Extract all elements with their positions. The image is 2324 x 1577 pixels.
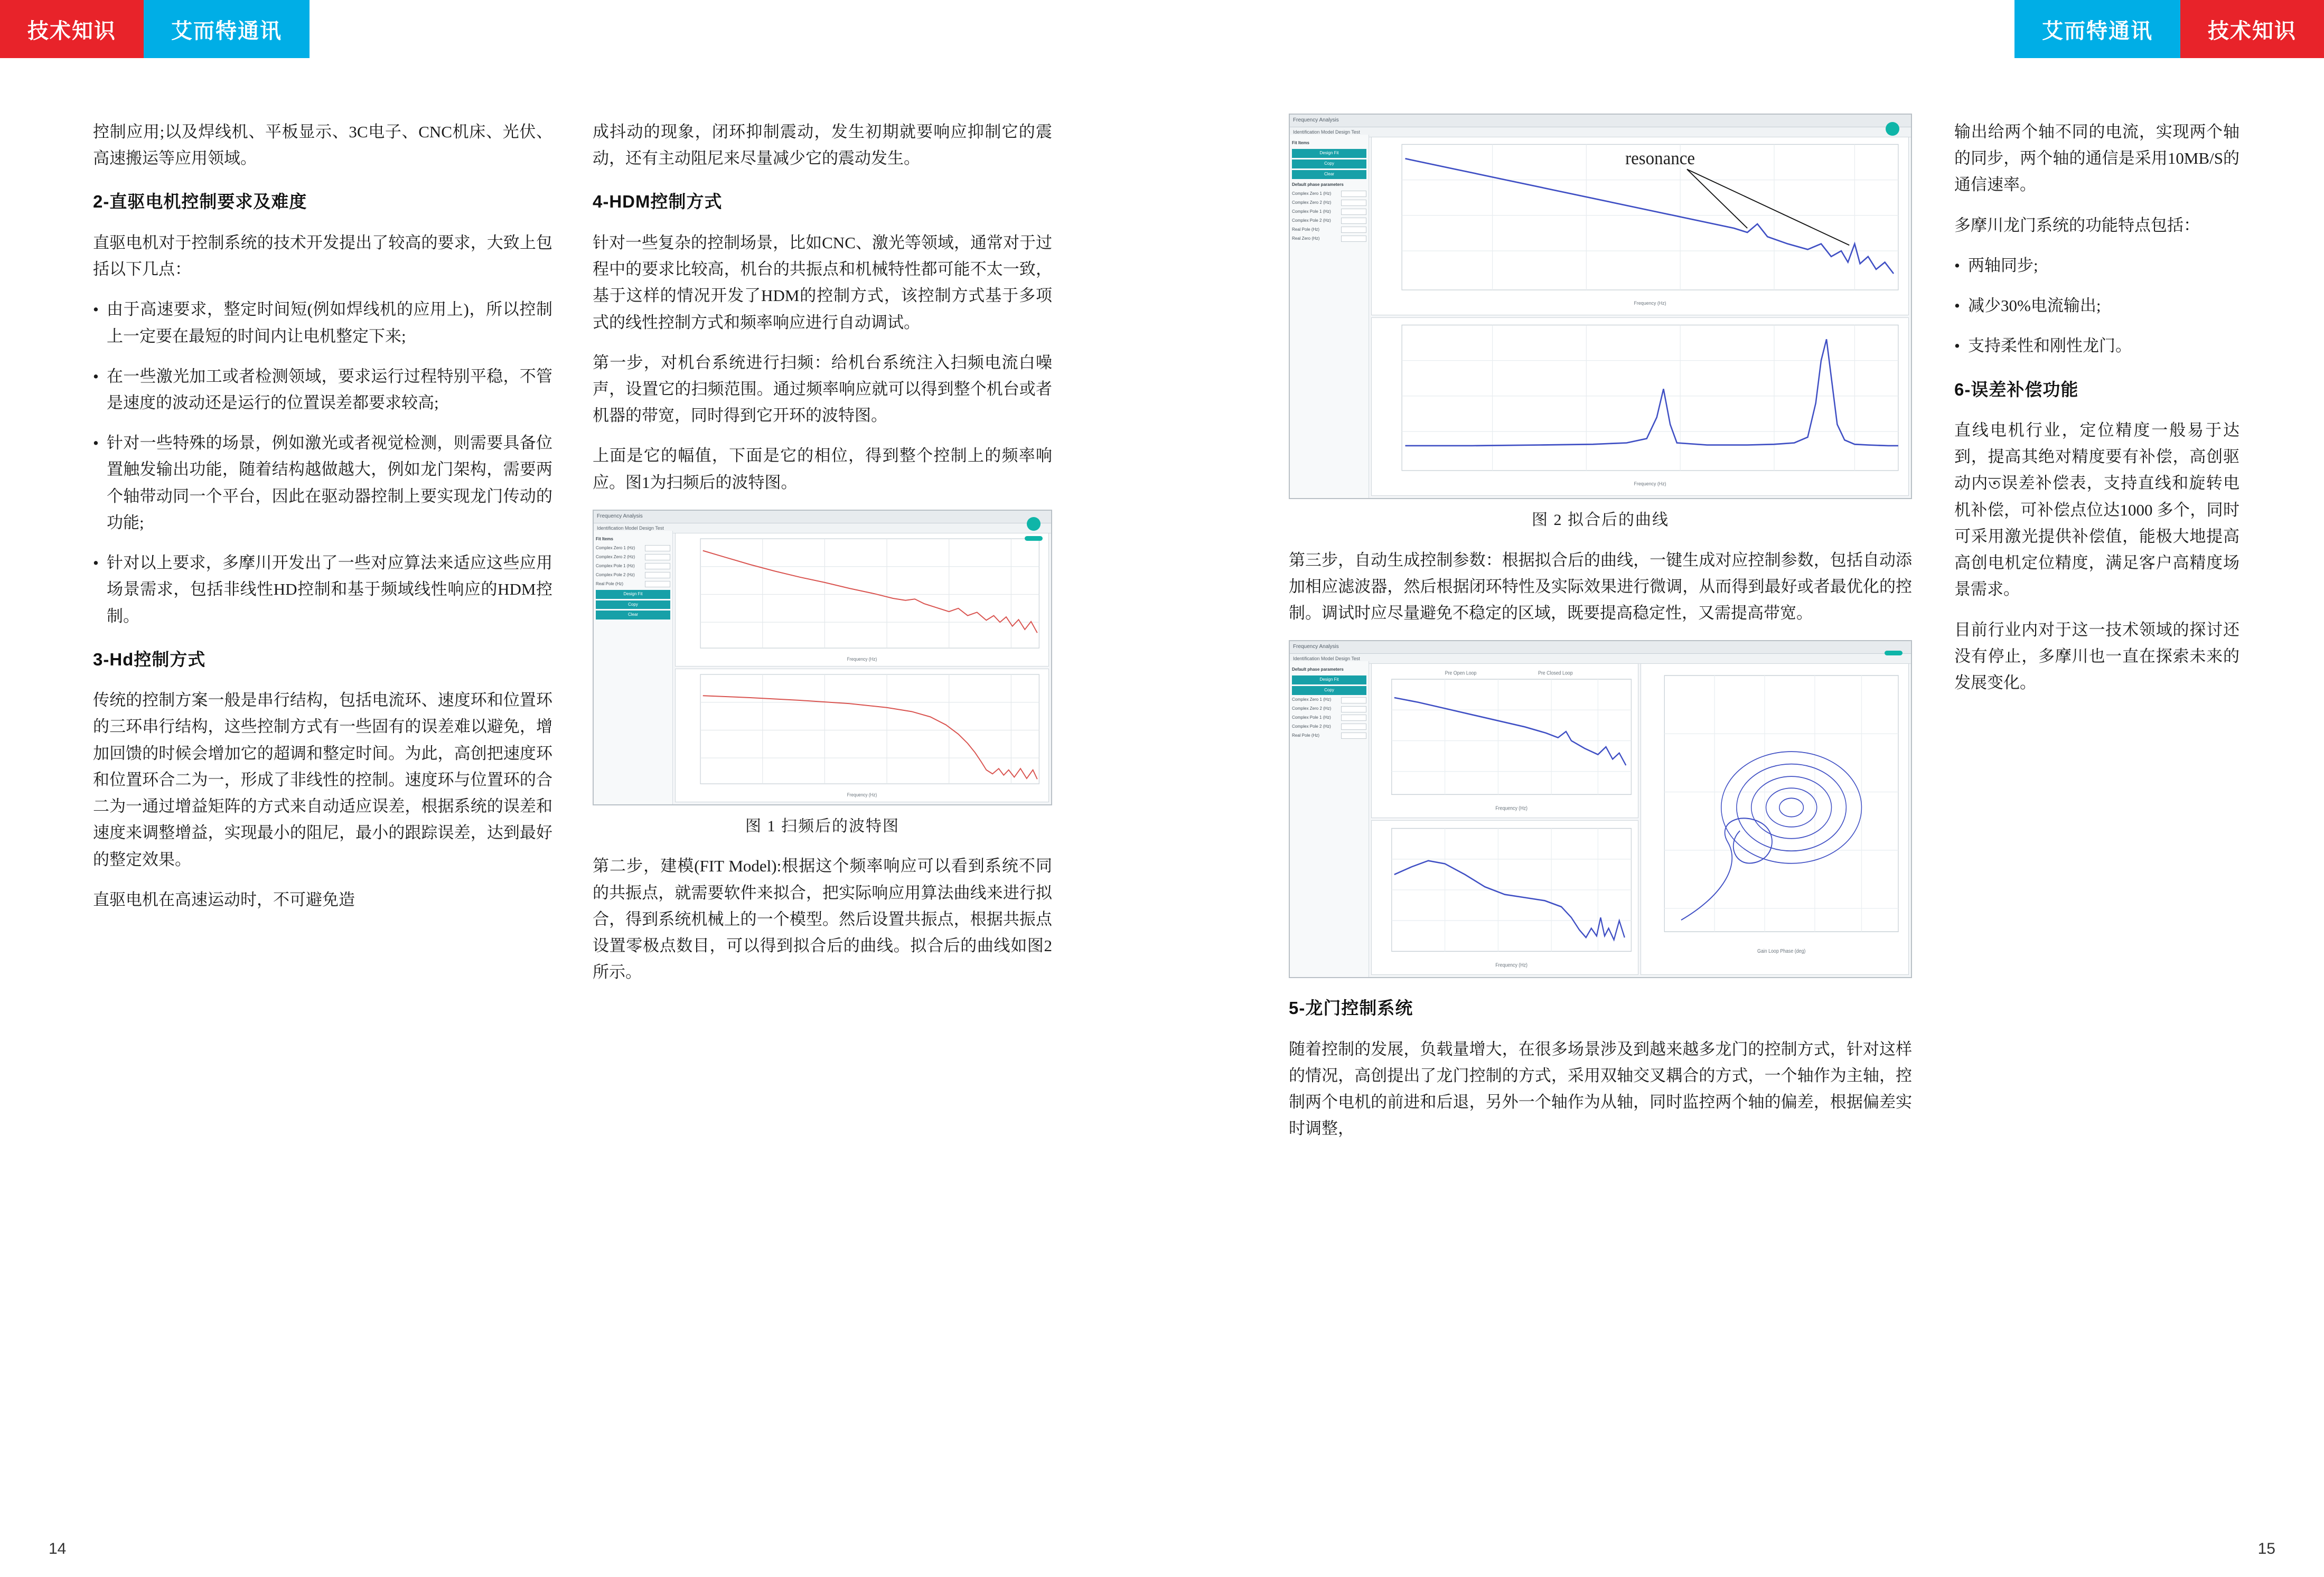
figure-3-side-row-label: Complex Pole 1 (Hz)	[1292, 715, 1331, 720]
figure-1-clear-button[interactable]: Clear	[596, 611, 670, 619]
figure-2-teal-dot-icon	[1886, 122, 1899, 136]
column-three	[1289, 119, 1912, 1156]
figure-3-side-row-value[interactable]	[1341, 706, 1366, 712]
bullet-dot-icon: •	[1954, 336, 1960, 355]
figure-2-side-row-value[interactable]	[1341, 236, 1366, 242]
figure-2-side-row-value[interactable]	[1341, 191, 1366, 197]
bullet-c1-4	[93, 550, 552, 630]
figure-1-side-row	[596, 563, 670, 570]
figure-3-window-title: Frequency Analysis	[1290, 641, 1911, 654]
figure-3-nichols-plot	[1641, 663, 1909, 975]
heading-hd-control: 3-Hd控制方式	[93, 649, 206, 669]
paragraph-c2-2: 针对一些复杂的控制场景，比如CNC、激光等领域，通常对于过程中的要求比较高，机台的共振点和机械特性都可能不太一致，基于这样的情况开发了HDM的控制方式，该控制方式基于多项式的线性控制方式和频率响应进行自动调试。	[593, 233, 1052, 332]
figure-2-side-row	[1292, 236, 1366, 242]
figure-1-side-row-label: Complex Pole 2 (Hz)	[596, 572, 635, 577]
svg-text:Frequency (Hz): Frequency (Hz)	[847, 792, 877, 797]
figure-3-control-design	[1289, 640, 1912, 978]
heading-error-compensation: 6-误差补偿功能	[1954, 379, 2079, 399]
figure-1-side-row-value[interactable]	[645, 563, 670, 569]
header-right-banner	[2014, 0, 2324, 58]
figure-1-copy-button[interactable]: Copy	[596, 600, 670, 609]
bullet-c1-2-text: 在一些激光加工或者检测领域，要求运行过程特别平稳，不管是速度的波动还是运行的位置误差都要求较高;	[107, 367, 552, 412]
figure-2-side-row-label: Real Pole (Hz)	[1292, 227, 1320, 232]
header-tab-newsletter-right: 艾而特通讯	[2014, 0, 2180, 58]
figure-1-body	[594, 531, 1051, 804]
figure-2-side-row-label: Complex Pole 2 (Hz)	[1292, 218, 1331, 223]
figure-2-side-row	[1292, 209, 1366, 215]
header-tab-tech-knowledge-right: 技术知识	[2180, 0, 2324, 58]
paragraph-c3-1: 第三步，自动生成控制参数：根据拟合后的曲线，一键生成对应控制参数，包括自动添加相应滤波器，然后根据闭环特性及实际效果进行微调，从而得到最好或者最优化的控制。调试时应尽量避免不稳定的区域，既要提高稳定性，又需提高带宽。	[1289, 550, 1912, 623]
figure-2-side-row-label: Complex Zero 2 (Hz)	[1292, 200, 1332, 205]
figure-3-side-row	[1292, 697, 1366, 703]
column-four	[1954, 119, 2239, 710]
figure-2-side-label-2: Default phase parameters	[1292, 182, 1344, 187]
paragraph-c4-1: 输出给两个轴不同的电流，实现两个轴的同步，两个轴的通信是采用10MB/S的通信速率。	[1954, 123, 2239, 194]
figure-1-window-title: Frequency Analysis	[594, 511, 1051, 523]
figure-1-side-row-value[interactable]	[645, 554, 670, 560]
figure-3-side-label-1: Default phase parameters	[1292, 667, 1344, 672]
bullet-dot-icon: •	[1954, 256, 1960, 275]
figure-3-copy-button[interactable]: Copy	[1292, 686, 1366, 695]
figure-3-side-row-value[interactable]	[1341, 697, 1366, 703]
figure-1-side-row-label: Real Pole (Hz)	[596, 581, 624, 586]
bullet-dot-icon: •	[93, 553, 99, 572]
figure-1-side-row	[596, 572, 670, 579]
svg-text:Gain Loop Phase (deg): Gain Loop Phase (deg)	[1757, 948, 1806, 955]
figure-3-phase-plot	[1371, 820, 1638, 975]
figure-1-side-row-label: Complex Zero 1 (Hz)	[596, 545, 635, 550]
figure-3-side-row-value[interactable]	[1341, 733, 1366, 739]
figure-3-plot-area	[1369, 661, 1911, 977]
figure-3-side-row-label: Real Pole (Hz)	[1292, 733, 1320, 738]
figure-3-side-row-value[interactable]	[1341, 724, 1366, 730]
figure-1-side-label-1: Fit Items	[596, 536, 613, 541]
page-number-left: 14	[49, 1540, 67, 1557]
figure-3-sidebar	[1290, 661, 1369, 977]
figure-3-left-plots	[1371, 663, 1638, 975]
column-one	[93, 119, 552, 927]
bullet-dot-icon: •	[93, 300, 99, 319]
bullet-c4-3-text: 支持柔性和刚性龙门。	[1968, 336, 2132, 355]
svg-text:Frequency (Hz): Frequency (Hz)	[1634, 300, 1666, 306]
heading-gantry-control-system: 5-龙门控制系统	[1289, 998, 1413, 1018]
bullet-c4-1-text: 两轴同步;	[1968, 256, 2038, 275]
figure-2-side-row-label: Real Zero (Hz)	[1292, 236, 1320, 241]
page-number-right: 15	[2257, 1540, 2275, 1557]
figure-1-side-row	[596, 545, 670, 552]
figure-1-side-row	[596, 581, 670, 588]
paragraph-c1-3: 传统的控制方案一般是串行结构，包括电流环、速度环和位置环的三环串行结构，这些控制方式有一些固有的误差难以避免，增加回馈的时候会增加它的超调和整定时间。为此，高创把速度环和位置环合二为一，形成了非线性的控制。速度环与位置环的合二为一通过增益矩阵的方式来自动适应误差，根据系统的误差和速度来调整增益，实现最小的阻尼，最小的跟踪误差，达到最好的整定效果。	[93, 691, 552, 869]
figure-2-side-row-label: Complex Zero 1 (Hz)	[1292, 191, 1332, 196]
figure-2-caption: 图 2 拟合后的曲线	[1532, 511, 1669, 529]
figure-2-side-row-value[interactable]	[1341, 227, 1366, 233]
paragraph-c1-2: 直驱电机对于控制系统的技术开发提出了较高的要求，大致上包括以下几点：	[93, 233, 552, 279]
heading-hdm-control: 4-HDM控制方式	[593, 192, 723, 212]
header-left-banner	[0, 0, 310, 58]
figure-1-plot-area	[673, 531, 1051, 804]
paragraph-c2-1: 成抖动的现象，闭环抑制震动，发生初期就要响应抑制它的震动，还有主动阻尼来尽量减少它的震动发生。	[593, 123, 1052, 168]
figure-2-side-row	[1292, 191, 1366, 198]
figure-2-window-title: Frequency Analysis	[1290, 115, 1911, 127]
header-tab-newsletter-left: 艾而特通讯	[144, 0, 310, 58]
svg-text:Frequency (Hz): Frequency (Hz)	[847, 656, 877, 662]
paragraph-c4-4: 目前行业内对于这一技术领域的探讨还没有停止，多摩川也一直在探索未来的发展变化。	[1954, 620, 2239, 692]
figure-2-side-row-label: Complex Pole 1 (Hz)	[1292, 209, 1331, 214]
figure-2-side-row-value[interactable]	[1341, 209, 1366, 215]
bullet-dot-icon: •	[93, 367, 99, 386]
figure-1-bode-plot	[593, 510, 1052, 805]
paragraph-c1-1: 控制应用;以及焊线机、平板显示、3C电子、CNC机床、光伏、高速搬运等应用领域。	[93, 123, 552, 168]
figure-2-phase-plot	[1371, 317, 1909, 496]
bullet-c1-2	[93, 363, 552, 416]
figure-2-body	[1290, 135, 1911, 498]
paragraph-c2-4: 上面是它的幅值，下面是它的相位，得到整个控制上的频率响应。图1为扫频后的波特图。	[593, 446, 1052, 492]
bullet-c4-2-text: 减少30%电流输出;	[1968, 296, 2101, 315]
figure-2-side-row-value[interactable]	[1341, 200, 1366, 206]
figure-2-plot-area	[1369, 135, 1911, 498]
svg-text:Frequency (Hz): Frequency (Hz)	[1495, 962, 1528, 969]
bullet-c1-1-text: 由于高速要求，整定时间短(例如焊线机的应用上)，所以控制上一定要在最短的时间内让电机整定下来;	[107, 300, 552, 345]
bullet-c1-1	[93, 296, 552, 349]
figure-1-phase-plot	[675, 669, 1049, 802]
figure-3-side-row	[1292, 724, 1366, 730]
svg-text:Frequency (Hz): Frequency (Hz)	[1495, 805, 1528, 812]
heading-drive-motor-requirements: 2-直驱电机控制要求及难度	[93, 192, 307, 212]
figure-2-menubar: Identification Model Design Test	[1290, 127, 1911, 137]
figure-1-teal-dot-icon	[1027, 517, 1041, 531]
bullet-c4-2	[1954, 293, 2239, 319]
svg-text:Frequency (Hz): Frequency (Hz)	[1634, 481, 1666, 487]
bullet-c4-3	[1954, 333, 2239, 359]
figure-1-side-row-value[interactable]	[645, 572, 670, 578]
paragraph-c4-3: 直线电机行业，定位精度一般易于达到，提高其绝对精度要有补偿，高创驱动内ত误差补偿表，支持直线和旋转电机补偿，可补偿点位达1000 多个，同时可采用激光提供补偿值，能极大地提高高创电机定位精度，满足客户高精度场景需求。	[1954, 420, 2239, 599]
bullet-c1-3-text: 针对一些特殊的场景，例如激光或者视觉检测，则需要具备位置触发输出功能，随着结构越做越大，例如龙门架构，需要两个轴带动同一个平台，因此在驱动器控制上要实现龙门传动的功能;	[107, 434, 552, 532]
figure-3-tab-closed-loop: Pre Closed Loop	[1538, 670, 1573, 677]
figure-2-design-fit-button[interactable]: Design Fit	[1292, 149, 1366, 158]
figure-2-magnitude-plot	[1371, 137, 1909, 315]
figure-2-resonance-annotation: resonance	[1625, 148, 1695, 169]
bullet-c1-4-text: 针对以上要求，多摩川开发出了一些对应算法来适应这些应用场景需求，包括非线性HD控制和基于频域线性响应的HDM控制。	[107, 553, 552, 625]
figure-2-fitted-curve	[1289, 114, 1912, 499]
figure-3-body	[1290, 661, 1911, 977]
figure-2-side-row	[1292, 227, 1366, 233]
figure-3-design-fit-button[interactable]: Design Fit	[1292, 675, 1366, 684]
bullet-dot-icon: •	[1954, 296, 1960, 315]
bullet-dot-icon: •	[93, 434, 99, 453]
paragraph-c2-5: 第二步，建模(FIT Model):根据这个频率响应可以看到系统不同的共振点，就需要软件来拟合，把实际响应用算法曲线来进行拟合，得到系统机械上的一个模型。然后设置共振点，根据共振点设置零极点数目，可以得到拟合后的曲线。拟合后的曲线如图2所示。	[593, 857, 1052, 982]
figure-1-teal-bar-icon	[1025, 536, 1043, 541]
figure-3-side-row-label: Complex Zero 2 (Hz)	[1292, 706, 1332, 711]
paragraph-c1-4: 直驱电机在高速运动时，不可避免造	[93, 890, 355, 909]
figure-2-side-label-1: Fit Items	[1292, 140, 1309, 145]
bullet-c1-3	[93, 430, 552, 536]
figure-3-side-row-value[interactable]	[1341, 715, 1366, 721]
figure-3-side-row	[1292, 733, 1366, 739]
figure-2-side-row	[1292, 218, 1366, 224]
figure-3-tab-open-loop: Pre Open Loop	[1445, 670, 1477, 677]
figure-1-side-row-label: Complex Pole 1 (Hz)	[596, 563, 635, 568]
figure-2-side-row-value[interactable]	[1341, 218, 1366, 224]
bullet-c4-1	[1954, 252, 2239, 279]
figure-1-side-row-label: Complex Zero 2 (Hz)	[596, 554, 635, 559]
figure-2-copy-button[interactable]: Copy	[1292, 159, 1366, 168]
column-two	[593, 119, 1052, 1000]
figure-1-sidebar	[594, 531, 673, 804]
figure-1-side-row-value[interactable]	[645, 581, 670, 587]
paragraph-c3-2: 随着控制的发展，负载量增大，在很多场景涉及到越来越多龙门的控制方式，针对这样的情况，高创提出了龙门控制的方式，采用双轴交叉耦合的方式，一个轴作为主轴，控制两个电机的前进和后退，另外一个轴作为从轴，同时监控两个轴的偏差，根据偏差实时调整，	[1289, 1039, 1912, 1138]
figure-3-side-row-label: Complex Pole 2 (Hz)	[1292, 724, 1331, 729]
paragraph-c2-3: 第一步，对机台系统进行扫频：给机台系统注入扫频电流白噪声，设置它的扫频范围。通过频率响应就可以得到整个机台或者机器的带宽，同时得到它开环的波特图。	[593, 353, 1052, 425]
header-tab-tech-knowledge-left: 技术知识	[0, 0, 144, 58]
figure-3-side-row-label: Complex Zero 1 (Hz)	[1292, 697, 1332, 702]
figure-1-caption: 图 1 扫频后的波特图	[745, 817, 899, 835]
figure-3-side-row	[1292, 715, 1366, 721]
figure-1-magnitude-plot	[675, 533, 1049, 667]
figure-1-menubar: Identification Model Design Test	[594, 523, 1051, 533]
paragraph-c4-2: 多摩川龙门系统的功能特点包括：	[1954, 215, 2200, 234]
figure-1-side-row	[596, 554, 670, 561]
figure-2-sidebar	[1290, 135, 1369, 498]
figure-3-side-row	[1292, 706, 1366, 712]
figure-3-open-loop-plot	[1371, 663, 1638, 818]
figure-3-menubar: Identification Model Design Test	[1290, 654, 1911, 664]
figure-1-design-fit-button[interactable]: Design Fit	[596, 590, 670, 599]
figure-3-teal-bar-icon	[1885, 651, 1903, 655]
figure-2-clear-button[interactable]: Clear	[1292, 170, 1366, 179]
figure-2-side-row	[1292, 200, 1366, 206]
figure-1-side-row-value[interactable]	[645, 545, 670, 551]
